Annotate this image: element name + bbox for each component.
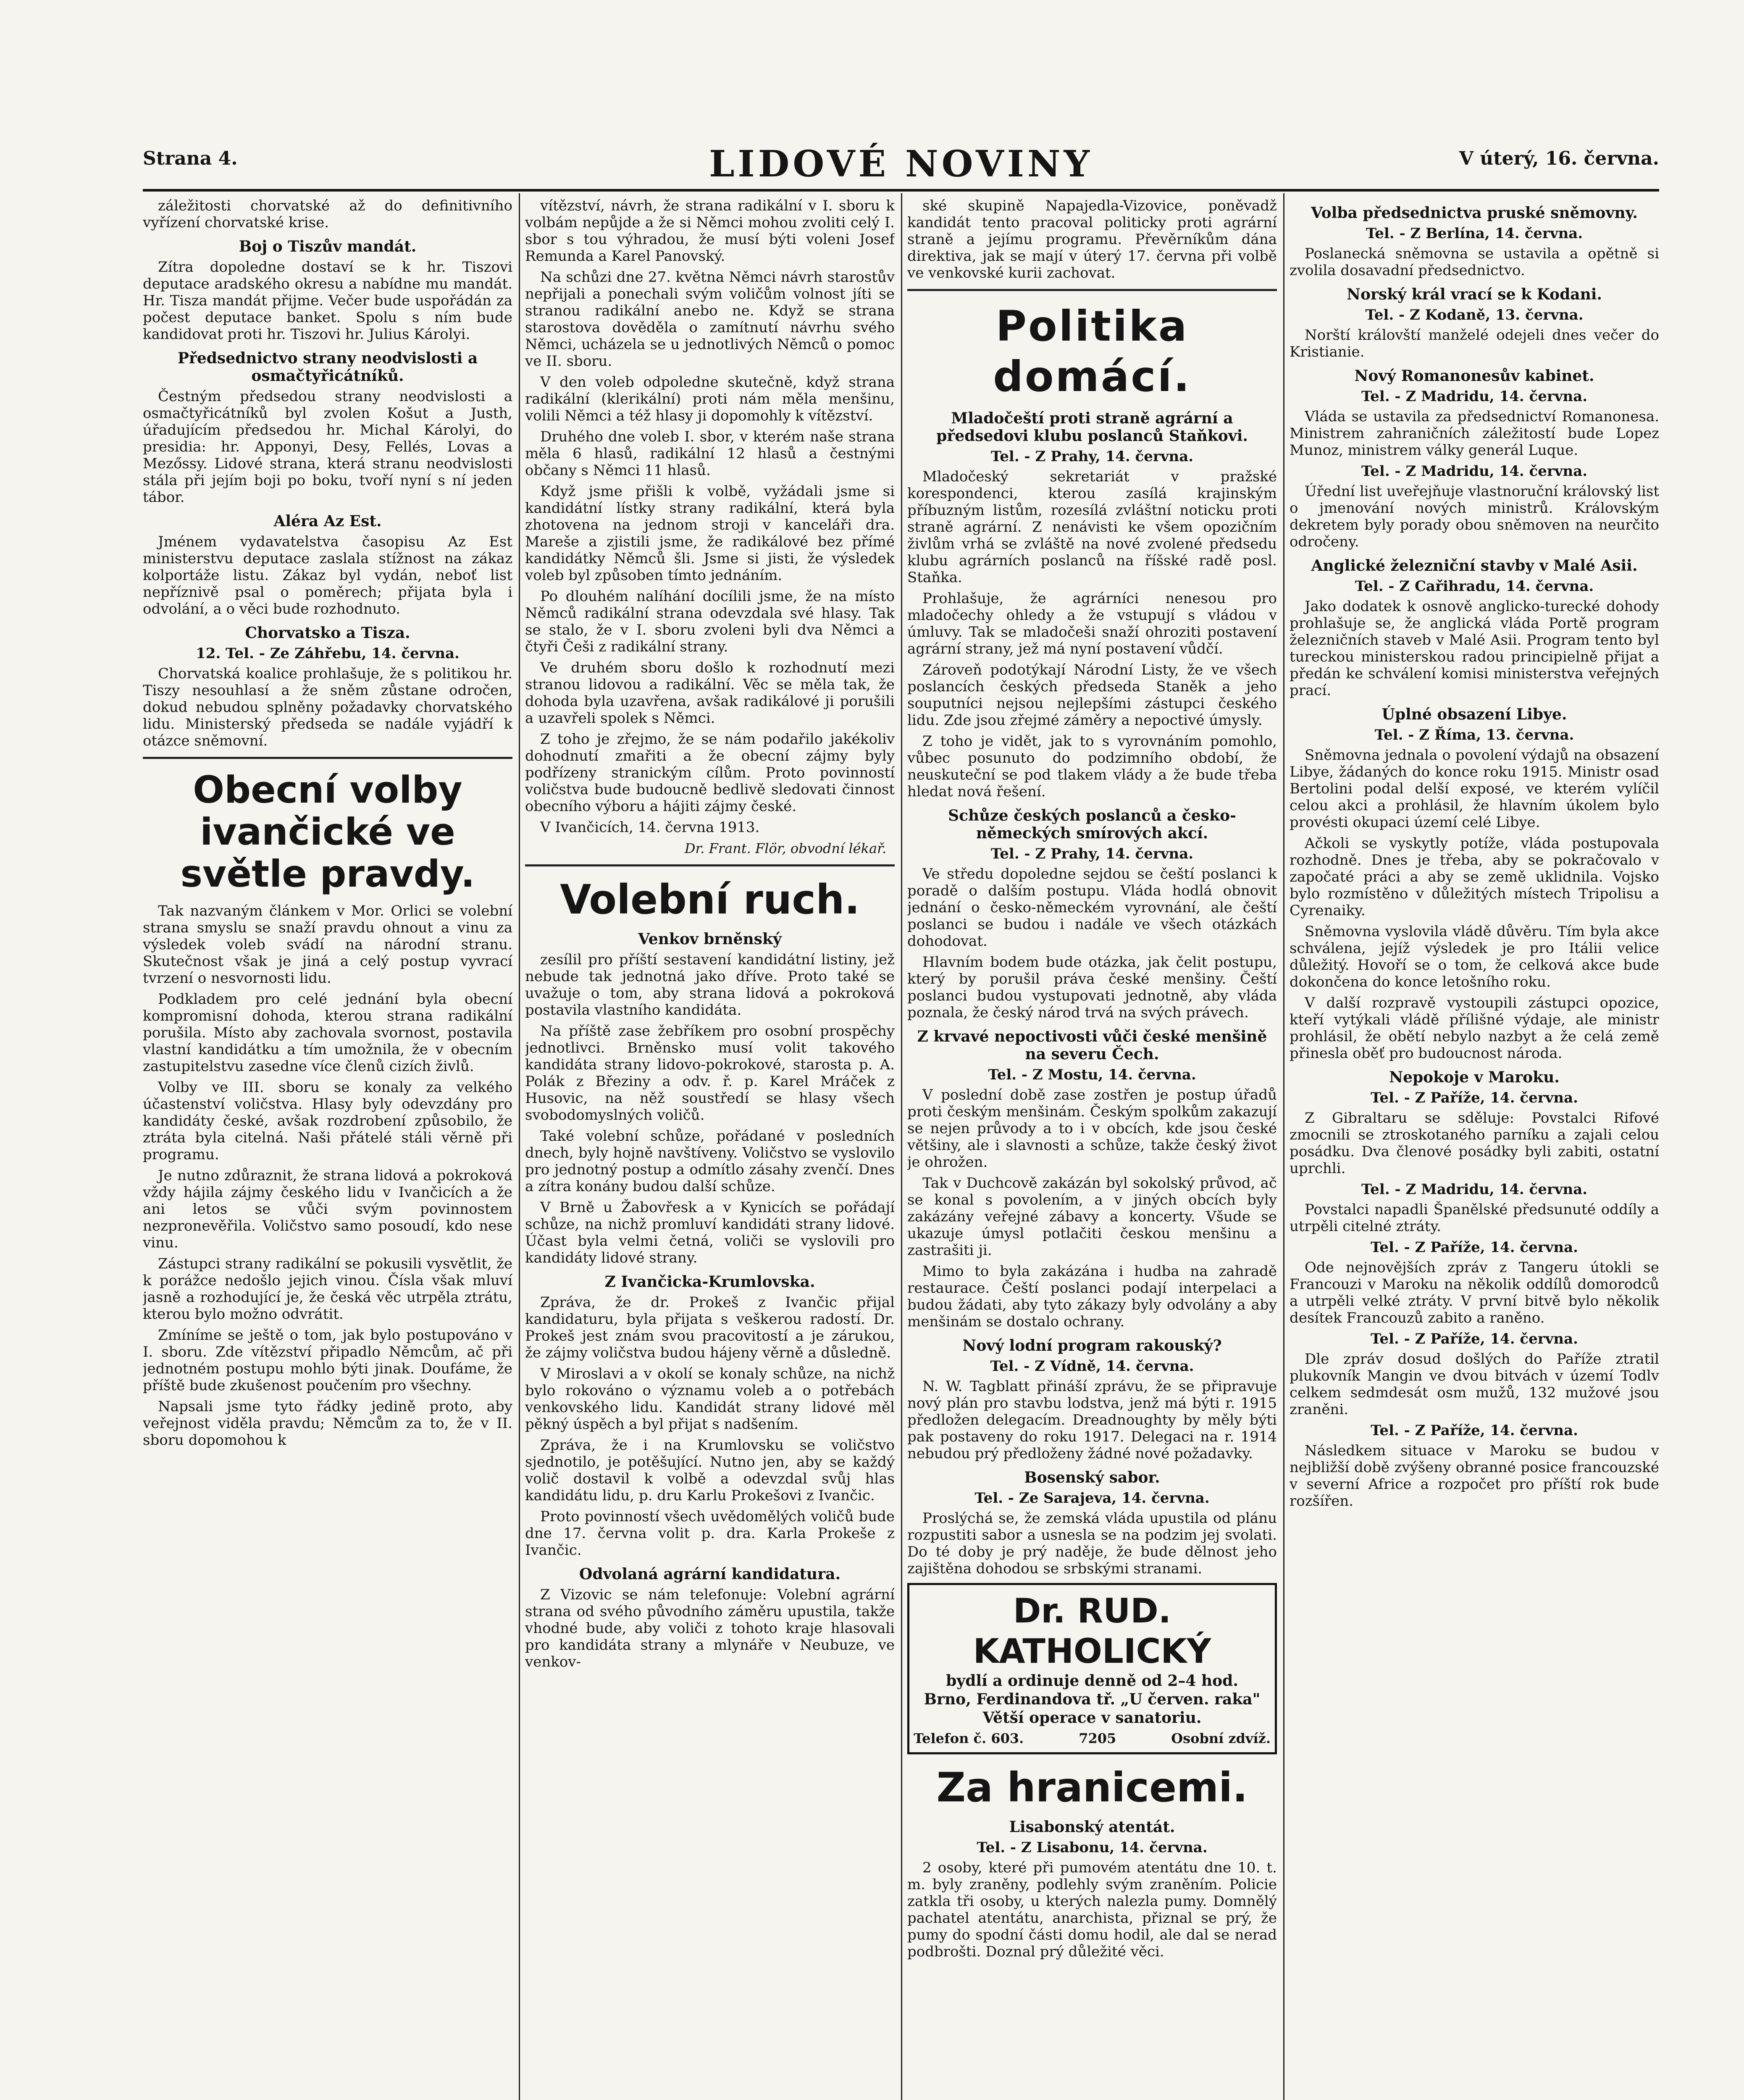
article-heading: Aléra Az Est. <box>273 512 382 530</box>
article-text: Následkem situace v Maroku se budou v nejbližší době zvýšeny obranné posice francouzské v severní Africe a rozpočet pro příští rok bude rozšířen. <box>1290 1442 1659 1509</box>
column-rule <box>519 193 520 2100</box>
article-text: Také volební schůze, pořádané v posledních dnech, byly hojně navštíveny. Voličstvo se vyslovilo pro jednotný postup a odmítlo zásahy zvenčí. Dnes a zítra konány budou další schůze. <box>525 1128 895 1195</box>
article-dateline: V Ivančicích, 14. června 1913. <box>540 819 760 836</box>
dateline: Tel. - Z Mostu, 14. června. <box>988 1066 1196 1083</box>
article-text: Ode nejnovějších zpráv z Tangeru útokli se Francouzi v Maroku na několik oddílů domorodců a utrpěli velké ztráty. V první bitvě bylo několik desítek Francouzů zabito a raněno. <box>1290 1259 1659 1326</box>
article-text: V poslední době zase zostřen je postup úřadů proti českým menšinám. Českým spolkům zakazují se nejen průvody a to i v obcích, kde jsou české většiny, ale i slavnosti a schůze, takže český život je ohrožen. <box>907 1087 1277 1171</box>
dateline: 12. Tel. - Ze Záhřebu, 14. června. <box>196 645 460 662</box>
article-text: Mimo to byla zakázána i hudba na zahradě restaurace. Čeští poslanci podají interpelaci a budou žádati, aby tyto zákazy byly odvolány a aby menšinám se dostalo ochrany. <box>907 1263 1277 1330</box>
article-text: 2 osoby, které při pumovém atentátu dne 10. t. m. byly zraněny, podlehly svým zraněním. Policie zatkla tři osoby, u kterých nalezla pumy. Domnělý pachatel atentátu, anarchista, přiznal se prý, že pumy do spodní části domu hodil, ale dal se nerad podbrošti. Doznal prý důležité věci. <box>907 1859 1277 1960</box>
newspaper-title: LIDOVÉ NOVINY <box>709 143 1093 185</box>
article-heading: Norský král vrací se k Kodani. <box>1347 286 1602 303</box>
article-text: Norští královští manželé odejeli dnes večer do Kristianie. <box>1290 327 1659 360</box>
dateline: Tel. - Z Prahy, 14. června. <box>990 845 1194 862</box>
article-text: Sněmovna vyslovila vládě důvěru. Tím byla akce schválena, jejíž výsledek je pro Itálii velice důležitý. Hovoří se o tom, že celková akce bude dokončena do konce letošního roku. <box>1290 923 1659 990</box>
article-text: Dle zpráv dosud došlých do Paříže ztratil plukovník Mangin ve dvou bitvách v území Todlv celkem sedmdesát osm mužů, 132 mužové jsou zraněni. <box>1290 1351 1659 1418</box>
article-heading: Chorvatsko a Tisza. <box>245 624 410 642</box>
column-rule <box>901 193 902 2100</box>
article-text: ské skupině Napajedla-Vizovice, poněvadž kandidát tento pracoval politicky proti agrární straně a jejímu programu. Převěrníkům dána direktiva, jak se mají v úterý 17. června při volbě ve venkovské kurii zachovat. <box>907 197 1277 281</box>
article-text: záležitosti chorvatské až do definitivního vyřízení chorvatské krise. <box>143 197 512 231</box>
dateline: Tel. - Z Paříže, 14. června. <box>1371 1089 1578 1106</box>
dateline: Tel. - Z Madridu, 14. června. <box>1361 1181 1588 1198</box>
article-text: Z Gibraltaru se sděluje: Povstalci Rifové zmocnili se ztroskotaného parníku a zajali celou posádku. Dva členové posádky byli zabiti, ostatní uprchli. <box>1290 1110 1659 1177</box>
signature: Dr. Frant. Flör, obvodní lékař. <box>684 840 886 856</box>
dateline: Tel. - Z Kodaně, 13. června. <box>1365 307 1584 323</box>
dateline: Tel. - Z Madridu, 14. června. <box>1361 388 1588 405</box>
article-text: V den voleb odpoledne skutečně, když strana radikální (klerikální) proti nám měla menšinu, volili Němci a též hlasy ji dopomohly k vítězství. <box>525 374 895 424</box>
article-heading: Nový lodní program rakouský? <box>962 1337 1222 1354</box>
article-text: Zpráva, že i na Krumlovsku se voličstvo sjednotilo, je potěšující. Nutno jen, aby se každý volič dostavil k volbě a odevzdal svůj hlas kandidátu lidu, p. dru Karlu Prokešovi z Ivančic. <box>525 1437 895 1504</box>
column-3 <box>907 197 1277 2100</box>
article-text: Je nutno zdůraznit, že strana lidová a pokroková vždy hájila zájmy českého lidu v Ivančicích a že ani letos se vůči svým povinnostem nezpronevěřila. Voličstvo samo posoudí, kdo nese vinu. <box>143 1167 512 1251</box>
article-text: Z toho je vidět, jak to s vyrovnáním pomohlo, vůbec posunuto do podzimního období, že neuskuteční se pod tlakem vlády a že bude třeba hledat nová řešení. <box>907 733 1277 800</box>
article-text: Vláda se ustavila za předsednictví Romanonesa. Ministrem zahraničních záležitostí bude Lopez Munoz, ministrem války generál Luque. <box>1290 408 1659 459</box>
ad-phone: Telefon č. 603. <box>914 1730 1024 1746</box>
article-text: Druhého dne voleb I. sbor, v kterém naše strana měla 6 hlasů, radikální 12 hlasů a čestnými občany s Němci 11 hlasů. <box>525 428 895 479</box>
section-title: Za hranicemi. <box>936 1764 1248 1811</box>
article-heading: Bosenský sabor. <box>1024 1469 1160 1486</box>
article-text: Když jsme přišli k volbě, vyžádali jsme si kandidátní lístky strany radikální, která byla zhotovena na jednom stroji v kanceláři dra. Mareše a zjistili jsme, že radikálové bez přímé kandidátky Němců šli. Jsme si jisti, že výsledek voleb byl způsoben tímto jednáním. <box>525 483 895 584</box>
article-text: Z toho je zřejmo, že se nám podařilo jakékoliv dohodnutí zmařiti a že obecní zájmy byly podřízeny stranickým cílům. Proto povinností voličstva bude budoucně bedlivě sledovati činnost obecního výboru a hájiti zájmy české. <box>525 731 895 815</box>
section-separator <box>525 864 895 866</box>
dateline: Tel. - Z Cařihradu, 14. června. <box>1355 578 1594 595</box>
dateline: Tel. - Z Prahy, 14. června. <box>990 448 1194 465</box>
ad-footer <box>914 1730 1271 1746</box>
ad-elevator: Osobní zdvíž. <box>1171 1730 1271 1746</box>
article-text: zesílil pro příští sestavení kandidátní listiny, jež nebude tak jednotná jako dříve. Proto také se uvažuje o tom, aby strana lidová a pokroková postavila vlastního kandidáta. <box>525 951 895 1018</box>
article-text: Prohlašuje, že agrárníci nenesou pro mladočechy ohledy a že vstupují s vládou v úmluvy. Tak se mladočeši snaží ohroziti postavení agrární strany, jež má nyní postavení vůdčí. <box>907 590 1277 657</box>
article-text: Z Vizovic se nám telefonuje: Volební agrární strana od svého původního záměru upustila, takže vhodné bude, aby voliči z tohoto kraje hlasovali pro kandidáta strany a mlynáře v Neubuze, ve venkov- <box>525 1586 895 1670</box>
article-text: Zítra dopoledne dostaví se k hr. Tiszovi deputace aradského okresu a nabídne mu mandát. Hr. Tisza mandát přijme. Večer bude uspořádán za počest deputace banket. Spolu s ním bude kandidovat proti hr. Tiszovi hr. Julius Károlyi. <box>143 259 512 343</box>
dateline: Tel. - Z Lisabonu, 14. června. <box>977 1839 1208 1856</box>
article-heading: Schůze českých poslanců a česko-německých smírových akcí. <box>948 807 1236 842</box>
article-text: Volby ve III. sboru se konaly za velkého účastenství voličstva. Hlasy byly odevzdány pro kandidáty české, avšak rozdrobení způsobilo, že ztráta byla citelná. Naši přátelé stáli věrně při programu. <box>143 1079 512 1163</box>
article-text: Napsali jsme tyto řádky jedině proto, aby veřejnost viděla pravdu; Němcům za to, že v II. sboru dopomohou k <box>143 1398 512 1449</box>
article-text: N. W. Tagblatt přináší zprávu, že se připravuje nový plán pro stavbu lodstva, jenž má býti r. 1915 předložen delegacím. Dreadnoughty by měly býti pak postaveny do roku 1917. Delegaci na r. 1914 nebudou prý předloženy žádné nové požadavky. <box>907 1378 1277 1462</box>
dateline: Tel. - Z Paříže, 14. června. <box>1371 1239 1578 1256</box>
article-text: Po dlouhém nalíhání docílili jsme, že na místo Němců radikální strana odevzdala své hlasy. Tak se stalo, že v I. sboru zvoleni byli dva Němci a čtyři Češi z radikální strany. <box>525 588 895 655</box>
article-heading: Úplné obsazení Libye. <box>1382 706 1567 723</box>
column-2 <box>525 197 895 2100</box>
article-text: V Brně u Žabovřesk a v Kynicích se pořádají schůze, na nichž promluví kandidáti strany lidové. Účast byla velmi četná, voliči se vyslovili pro kandidáty lidové strany. <box>525 1199 895 1266</box>
article-text: V Miroslavi a v okolí se konaly schůze, na nichž bylo rokováno o významu voleb a o potřebách venkovského lidu. Kandidát strany lidové měl pěkný úspěch a byl přijat s nadšením. <box>525 1365 895 1433</box>
article-heading: Nepokoje v Maroku. <box>1389 1068 1560 1086</box>
article-text: Ve druhém sboru došlo k rozhodnutí mezi stranou lidovou a radikální. Věc se měla tak, že dohoda byla uzavřena, avšak radikálové ji porušili a uzavřeli spolek s Němci. <box>525 659 895 727</box>
ad-operations: Větší operace v sanatoriu. <box>982 1709 1202 1727</box>
article-text: Chorvatská koalice prohlašuje, že s politikou hr. Tiszy nesouhlasí a že sněm zůstane odročen, dokud nebudou splněny požadavky chorvatského lidu. Ministerský předseda se nadále vyjádří k otázce sněmovní. <box>143 665 512 749</box>
article-text: Tak nazvaným článkem v Mor. Orlici se volební strana smyslu se snaží pravdu ohnout a vinu za výsledek voleb svádí na národní stranu. Skutečnost však je jiná a celý postup vyvrací tvrzení o nesvornosti lidu. <box>143 903 512 987</box>
article-text: Čestným předsedou strany neodvislosti a osmačtyřicátníků byl zvolen Košut a Justh, úřadujícím předsedou hr. Michal Károlyi, do presidia: hr. Apponyi, Desy, Fellés, Lovas a Mezőssy. Lidové strana, která stranu neodvislosti stála při jejím boji po boku, tvoří nyní s ní jeden tábor. <box>143 388 512 506</box>
article-text: vítězství, návrh, že strana radikální v I. sboru k volbám nepůjde a že si Němci mohou zvoliti celý I. sbor s tou výhradou, že musí býti voleni Josef Remunda a Karel Panovský. <box>525 197 895 265</box>
issue-date: V úterý, 16. června. <box>1459 148 1659 169</box>
masthead <box>143 143 1659 192</box>
article-heading: Odvolaná agrární kandidatura. <box>579 1565 841 1583</box>
article-text: Jménem vydavatelstva časopisu Az Est ministerstvu deputace zaslala stížnost na zákaz kolportáže listu. Zákaz byl vydán, neboť list nepříznivě psal o poměrech; přijata byla i odvolání, a o věci bude rozhodnuto. <box>143 533 512 617</box>
column-4 <box>1290 197 1659 2100</box>
article-text: Podkladem pro celé jednání byla obecní kompromisní dohoda, kterou strana radikální porušila. Místo aby zachovala svornost, postavila vlastní kandidátku a tím umožnila, že v obecním zastupitelstvu zasedne více členů cizích živlů. <box>143 991 512 1075</box>
section-title: Obecní volby ivančické ve světle pravdy. <box>180 768 475 895</box>
article-heading: Nový Romanonesův kabinet. <box>1354 367 1594 385</box>
article-heading: Z Ivančicka-Krumlovska. <box>604 1273 815 1291</box>
ad-hours: bydlí a ordinuje denně od 2–4 hod. <box>946 1672 1238 1690</box>
column-1 <box>143 197 512 2100</box>
dateline: Tel. - Z Berlína, 14. června. <box>1366 225 1583 242</box>
article-heading: Mladočeští proti straně agrární a předsedovi klubu poslanců Staňkovi. <box>936 410 1248 445</box>
article-text: Proto povinností všech uvědomělých voličů bude dne 17. června volit p. dra. Karla Prokeše z Ivančic. <box>525 1508 895 1559</box>
dateline: Tel. - Z Madridu, 14. června. <box>1361 463 1588 480</box>
article-heading: Boj o Tiszův mandát. <box>239 238 417 255</box>
article-heading: Volba předsednictva pruské sněmovny. <box>1311 204 1638 222</box>
page-number: Strana 4. <box>143 148 238 169</box>
article-text: Proslýchá se, že zemská vláda upustila od plánu rozpustiti sabor a usnesla se na podzim jej svolati. Do té doby je prý naděje, že bude dělnost jeho zajištěna dohodou se srbskými stranami. <box>907 1510 1277 1577</box>
article-text: Ve středu dopoledne sejdou se čeští poslanci k poradě o dalším postupu. Vláda hodlá obnovit jednání o česko-německém vyrovnání, ale čeští poslanci se budou i nadále ve všech otázkách dohodovat. <box>907 866 1277 950</box>
dateline: Tel. - Z Paříže, 14. června. <box>1371 1422 1578 1439</box>
section-title: Politika domácí. <box>993 302 1191 401</box>
ad-address: Brno, Ferdinandova tř. „U červen. raka" <box>924 1690 1261 1708</box>
article-text: Poslanecká sněmovna se ustavila a opětně si zvolila dosavadní předsednictvo. <box>1290 245 1659 279</box>
ad-doctor-name: Dr. RUD. KATHOLICKÝ <box>973 1591 1211 1671</box>
ad-number: 7205 <box>1079 1730 1116 1746</box>
article-text: Tak v Duchcově zakázán byl sokolský průvod, ač se konal s povolením, a v jiných obcích byly zakázány veřejné zábavy a koncerty. Všude se ukazuje úmysl potlačiti českou menšinu a zastrašiti ji. <box>907 1175 1277 1259</box>
section-title: Volební ruch. <box>560 876 860 923</box>
advertisement <box>907 1583 1277 1754</box>
article-text: Sněmovna jednala o povolení výdajů na obsazení Libye, žádaných do konce roku 1915. Ministr osad Bertolini podal delší exposé, ve kterém vylíčil celou akci a prohlásil, že hlavním úkolem bylo provésti okupaci území celé Libye. <box>1290 747 1659 831</box>
article-text: Ačkoli se vyskytly potíže, vláda postupovala rozhodně. Dnes je třeba, aby se pokračovalo v započaté práci a aby se země uklidnila. Vojsko bylo rozmístěno v důležitých místech Tripolisu a Cyrenaiky. <box>1290 835 1659 919</box>
article-text: Povstalci napadli Španělské předsunuté oddíly a utrpěli citelné ztráty. <box>1290 1201 1659 1235</box>
newspaper-page <box>126 126 1680 2100</box>
article-text: Na schůzi dne 27. května Němci návrh starostův nepřijali a ponechali svým voličům volnost jíti se stranou radikální anebo ne. Když se strana starostova dověděla o zamítnutí návrhu svého Němci, ucházela se u jednotlivých Němců o pomoc ve II. sboru. <box>525 269 895 370</box>
article-text: Zástupci strany radikální se pokusili vysvětlit, že k porážce nedošlo jejich vinou. Čísla však mluví jasně a rozhodující je, že česká věc utrpěla ztrátu, kterou bylo možno odvrátit. <box>143 1255 512 1323</box>
section-separator <box>907 289 1277 291</box>
article-heading: Z krvavé nepoctivosti vůči české menšině na severu Čech. <box>917 1028 1267 1063</box>
article-text: V další rozpravě vystoupili zástupci opozice, kteří vytýkali vládě přílišné výdaje, ale ministr prohlásil, že obětí nebylo nazbyt a že celá země přinesla oběť pro budoucnost národa. <box>1290 995 1659 1062</box>
dateline: Tel. - Z Říma, 13. června. <box>1374 727 1574 743</box>
article-text: Zmíníme se ještě o tom, jak bylo postupováno v I. sboru. Zde vítězství připadlo Němcům, ač při jednotném postupu mohlo býti jinak. Doufáme, že příště bude zkušenost poučením pro všechny. <box>143 1327 512 1394</box>
section-separator <box>143 757 512 759</box>
dateline: Tel. - Ze Sarajeva, 14. června. <box>974 1490 1210 1507</box>
article-text: Zpráva, že dr. Prokeš z Ivančic přijal kandidaturu, byla přijata s veškerou radostí. Dr. Prokeš jest znám svou pracovitostí a je zárukou, že zájmy voličstva budou hájeny věrně a důsledně. <box>525 1294 895 1361</box>
article-heading: Lisabonský atentát. <box>1009 1818 1175 1836</box>
article-text: Na příště zase žebříkem pro osobní prospěchy jednotlivci. Brněnsko musí volit takového kandidáta strany lidovo-pokrokové, starosta p. A. Polák z Březiny a odv. ř. p. Karel Mráček z Husovic, na něž soustředí se hlasy všech svobodomyslných voličů. <box>525 1023 895 1124</box>
column-rule <box>1283 193 1284 2100</box>
dateline: Tel. - Z Vídně, 14. června. <box>990 1358 1194 1375</box>
article-heading: Venkov brněnský <box>638 930 782 948</box>
article-text: Jako dodatek k osnově anglicko-turecké dohody prohlašuje se, že anglická vláda Portě program železničních staveb v Malé Asii. Program tento byl tureckou ministerskou radou principielně přijat a předán ke schválení komisi ministerstva veřejných prací. <box>1290 598 1659 699</box>
article-text: Úřední list uveřejňuje vlastnoruční královský list o jmenování nových ministrů. Královským dekretem byly porady obou sněmoven na neurčito odročeny. <box>1290 483 1659 550</box>
article-text: Zároveň podotýkají Národní Listy, že ve všech poslancích českých předseda Staněk a jeho souputníci nejsou nejlepšími zástupci českého lidu. Zde jsou zřejmé záměry a nepoctivé úmysly. <box>907 662 1277 729</box>
article-text: Hlavním bodem bude otázka, jak čelit postupu, který by porušil práva české menšiny. Čeští poslanci budou vystupovati jednotně, aby vláda poznala, že český národ trvá na svých právech. <box>907 954 1277 1021</box>
article-heading: Anglické železniční stavby v Malé Asii. <box>1311 557 1638 575</box>
article-heading: Předsednictvo strany neodvislosti a osmačtyřicátníků. <box>177 349 478 385</box>
dateline: Tel. - Z Paříže, 14. června. <box>1371 1331 1578 1347</box>
article-text: Mladočeský sekretariát v pražské korespondenci, kterou zasílá krajinským příbuzným listům, rozesílá zvláštní noticku proti straně agrární. Z nenávisti ke všem opozičním živlům vrhá se zvláště na nové zvolené předsedu klubu agrárních poslanců na říšské radě posl. Staňka. <box>907 468 1277 586</box>
